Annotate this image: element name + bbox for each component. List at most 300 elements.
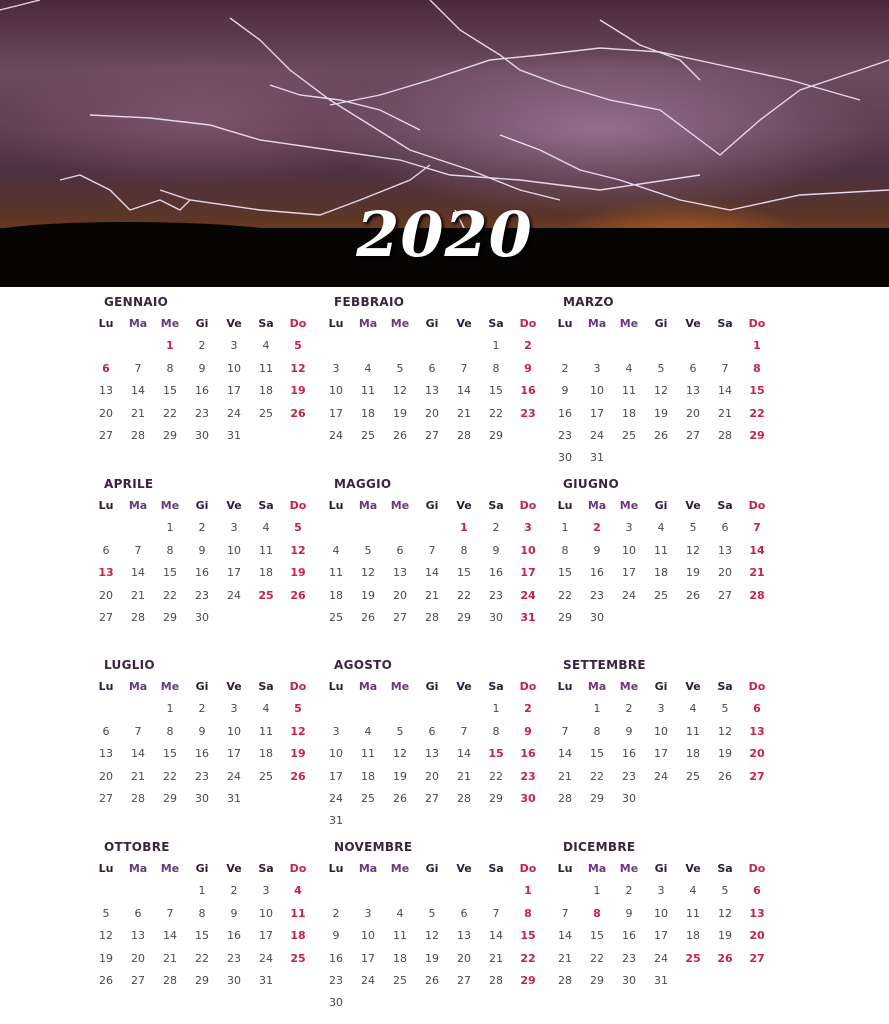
day-cell: 18 <box>290 929 306 943</box>
day-cell: 25 <box>685 951 701 965</box>
weekday-header: Ve <box>685 317 701 330</box>
day-cell: 20 <box>131 951 145 965</box>
day-cell: 8 <box>492 361 500 375</box>
day-cell: 11 <box>259 361 273 375</box>
empty-cell <box>416 336 448 358</box>
day-cell: 25 <box>654 588 668 602</box>
day-cell: 13 <box>749 906 765 920</box>
day-cell: 9 <box>524 724 532 738</box>
day-cell: 27 <box>749 769 765 783</box>
day-cell: 17 <box>654 747 668 761</box>
day-cell: 5 <box>721 702 729 716</box>
day-cell: 3 <box>230 339 238 353</box>
day-cell: 4 <box>689 884 697 898</box>
day-cell: 10 <box>520 543 536 557</box>
day-cell: 3 <box>593 361 601 375</box>
empty-cell <box>352 336 384 358</box>
day-cell: 20 <box>457 951 471 965</box>
day-cell: 6 <box>689 361 697 375</box>
day-cell: 24 <box>361 973 375 987</box>
month-marzo <box>549 294 779 471</box>
day-cell: 9 <box>492 543 500 557</box>
weekday-header: Do <box>748 317 766 330</box>
weekday-header: Gi <box>195 499 209 512</box>
day-cell: 6 <box>396 543 404 557</box>
day-cell: 7 <box>134 724 142 738</box>
day-cell: 6 <box>134 906 142 920</box>
day-cell: 14 <box>131 384 145 398</box>
day-cell: 21 <box>131 588 145 602</box>
day-cell: 20 <box>393 588 407 602</box>
empty-cell <box>352 518 384 540</box>
month-title: GIUGNO <box>563 477 619 491</box>
day-cell: 23 <box>520 406 536 420</box>
month-days-grid <box>549 859 779 993</box>
day-cell: 12 <box>654 384 668 398</box>
day-cell: 5 <box>396 724 404 738</box>
day-cell: 26 <box>654 428 668 442</box>
day-cell: 25 <box>361 791 375 805</box>
day-cell: 25 <box>329 610 343 624</box>
empty-cell <box>122 336 154 358</box>
weekday-header: Do <box>519 862 537 875</box>
day-cell: 28 <box>749 588 765 602</box>
weekday-header: Ve <box>226 317 242 330</box>
empty-cell <box>613 336 645 358</box>
day-cell: 1 <box>492 702 500 716</box>
day-cell: 29 <box>590 791 604 805</box>
day-cell: 30 <box>558 451 572 465</box>
empty-cell <box>122 699 154 721</box>
day-cell: 8 <box>166 543 174 557</box>
day-cell: 24 <box>654 769 668 783</box>
day-cell: 16 <box>489 566 503 580</box>
day-cell: 29 <box>558 610 572 624</box>
day-cell: 18 <box>259 566 273 580</box>
day-cell: 18 <box>622 406 636 420</box>
day-cell: 9 <box>198 724 206 738</box>
day-cell: 14 <box>489 929 503 943</box>
day-cell: 9 <box>593 543 601 557</box>
day-cell: 30 <box>590 610 604 624</box>
day-cell: 9 <box>198 543 206 557</box>
day-cell: 2 <box>524 339 532 353</box>
day-cell: 21 <box>749 566 765 580</box>
day-cell: 10 <box>329 384 343 398</box>
day-cell: 8 <box>753 361 761 375</box>
weekday-header: Sa <box>258 862 274 875</box>
day-cell: 30 <box>195 791 209 805</box>
weekday-header: Gi <box>654 680 668 693</box>
day-cell: 28 <box>489 973 503 987</box>
day-cell: 19 <box>393 769 407 783</box>
month-maggio <box>320 476 550 630</box>
day-cell: 23 <box>622 769 636 783</box>
weekday-header: Ma <box>358 499 378 512</box>
day-cell: 6 <box>102 724 110 738</box>
weekday-header: Do <box>289 680 307 693</box>
day-cell: 18 <box>686 747 700 761</box>
day-cell: 11 <box>393 929 407 943</box>
day-cell: 12 <box>290 361 306 375</box>
day-cell: 24 <box>329 428 343 442</box>
day-cell: 3 <box>332 361 340 375</box>
weekday-header: Sa <box>258 317 274 330</box>
day-cell: 25 <box>622 428 636 442</box>
day-cell: 30 <box>195 428 209 442</box>
day-cell: 12 <box>425 929 439 943</box>
day-cell: 29 <box>195 973 209 987</box>
month-days-grid <box>320 314 550 448</box>
day-cell: 9 <box>561 384 569 398</box>
day-cell: 2 <box>492 521 500 535</box>
day-cell: 26 <box>99 973 113 987</box>
empty-cell <box>645 336 677 358</box>
day-cell: 16 <box>195 566 209 580</box>
weekday-header: Lu <box>557 499 573 512</box>
day-cell: 12 <box>361 566 375 580</box>
day-cell: 21 <box>425 588 439 602</box>
day-cell: 4 <box>262 521 270 535</box>
day-cell: 11 <box>290 906 306 920</box>
month-days-grid <box>90 859 320 993</box>
day-cell: 10 <box>227 543 241 557</box>
day-cell: 28 <box>558 973 572 987</box>
day-cell: 27 <box>425 791 439 805</box>
month-settembre <box>549 657 779 811</box>
day-cell: 22 <box>558 588 572 602</box>
month-title: AGOSTO <box>334 658 393 672</box>
empty-cell <box>320 336 352 358</box>
day-cell: 4 <box>294 884 302 898</box>
weekday-header: Do <box>519 499 537 512</box>
day-cell: 5 <box>294 702 302 716</box>
day-cell: 28 <box>163 973 177 987</box>
day-cell: 4 <box>396 906 404 920</box>
weekday-header: Gi <box>654 499 668 512</box>
day-cell: 20 <box>749 747 765 761</box>
day-cell: 7 <box>561 724 569 738</box>
empty-cell <box>416 518 448 540</box>
day-cell: 10 <box>259 906 273 920</box>
day-cell: 17 <box>227 566 241 580</box>
day-cell: 23 <box>195 406 209 420</box>
month-days-grid <box>320 677 550 834</box>
day-cell: 21 <box>163 951 177 965</box>
day-cell: 16 <box>227 929 241 943</box>
empty-cell <box>448 336 480 358</box>
day-cell: 24 <box>227 769 241 783</box>
weekday-header: Ma <box>128 862 148 875</box>
day-cell: 8 <box>561 543 569 557</box>
empty-cell <box>122 518 154 540</box>
day-cell: 17 <box>259 929 273 943</box>
day-cell: 26 <box>361 610 375 624</box>
empty-cell <box>448 699 480 721</box>
empty-cell <box>549 699 581 721</box>
day-cell: 29 <box>520 973 536 987</box>
day-cell: 29 <box>163 428 177 442</box>
day-cell: 25 <box>258 588 274 602</box>
month-title: NOVEMBRE <box>334 840 413 854</box>
day-cell: 13 <box>131 929 145 943</box>
day-cell: 26 <box>686 588 700 602</box>
day-cell: 1 <box>198 884 206 898</box>
day-cell: 19 <box>290 384 306 398</box>
day-cell: 18 <box>686 929 700 943</box>
day-cell: 25 <box>259 406 273 420</box>
day-cell: 30 <box>227 973 241 987</box>
day-cell: 29 <box>749 428 765 442</box>
day-cell: 1 <box>166 339 174 353</box>
day-cell: 7 <box>721 361 729 375</box>
day-cell: 22 <box>520 951 536 965</box>
weekday-header: Do <box>519 317 537 330</box>
day-cell: 10 <box>654 724 668 738</box>
day-cell: 1 <box>166 702 174 716</box>
day-cell: 30 <box>489 610 503 624</box>
empty-cell <box>384 699 416 721</box>
day-cell: 2 <box>198 339 206 353</box>
weekday-header: Do <box>289 499 307 512</box>
year-title: 2020 <box>356 198 533 271</box>
day-cell: 20 <box>99 769 113 783</box>
day-cell: 20 <box>718 566 732 580</box>
day-cell: 8 <box>198 906 206 920</box>
day-cell: 2 <box>332 906 340 920</box>
day-cell: 11 <box>259 724 273 738</box>
day-cell: 17 <box>622 566 636 580</box>
day-cell: 12 <box>99 929 113 943</box>
day-cell: 19 <box>393 406 407 420</box>
weekday-header: Ma <box>128 317 148 330</box>
month-giugno <box>549 476 779 630</box>
day-cell: 11 <box>361 747 375 761</box>
weekday-header: Me <box>160 499 180 512</box>
weekday-header: Ma <box>587 499 607 512</box>
day-cell: 31 <box>227 791 241 805</box>
day-cell: 17 <box>227 384 241 398</box>
day-cell: 22 <box>749 406 765 420</box>
day-cell: 28 <box>131 791 145 805</box>
weekday-header: Lu <box>328 317 344 330</box>
weekday-header: Me <box>390 499 410 512</box>
month-luglio <box>90 657 320 811</box>
day-cell: 13 <box>393 566 407 580</box>
day-cell: 4 <box>625 361 633 375</box>
day-cell: 26 <box>393 428 407 442</box>
weekday-header: Do <box>289 862 307 875</box>
month-title: DICEMBRE <box>563 840 636 854</box>
day-cell: 5 <box>294 339 302 353</box>
weekday-header: Sa <box>488 680 504 693</box>
day-cell: 25 <box>290 951 306 965</box>
day-cell: 14 <box>718 384 732 398</box>
day-cell: 27 <box>99 791 113 805</box>
day-cell: 23 <box>590 588 604 602</box>
weekday-header: Sa <box>258 680 274 693</box>
empty-cell <box>154 881 186 903</box>
day-cell: 7 <box>561 906 569 920</box>
day-cell: 19 <box>290 566 306 580</box>
empty-cell <box>448 881 480 903</box>
day-cell: 10 <box>654 906 668 920</box>
empty-cell <box>581 336 613 358</box>
day-cell: 19 <box>686 566 700 580</box>
day-cell: 17 <box>590 406 604 420</box>
month-title: APRILE <box>104 477 154 491</box>
day-cell: 15 <box>163 747 177 761</box>
day-cell: 30 <box>329 996 343 1010</box>
day-cell: 8 <box>593 906 601 920</box>
day-cell: 7 <box>134 543 142 557</box>
weekday-header: Ve <box>685 680 701 693</box>
day-cell: 22 <box>489 406 503 420</box>
month-gennaio <box>90 294 320 448</box>
weekday-header: Me <box>619 499 639 512</box>
weekday-header: Sa <box>717 680 733 693</box>
day-cell: 13 <box>425 384 439 398</box>
day-cell: 20 <box>99 588 113 602</box>
day-cell: 3 <box>657 702 665 716</box>
day-cell: 3 <box>332 724 340 738</box>
day-cell: 15 <box>590 929 604 943</box>
day-cell: 9 <box>625 906 633 920</box>
day-cell: 1 <box>593 702 601 716</box>
day-cell: 11 <box>622 384 636 398</box>
weekday-header: Ma <box>128 499 148 512</box>
day-cell: 15 <box>163 566 177 580</box>
month-title: FEBBRAIO <box>334 295 405 309</box>
weekday-header: Ve <box>456 680 472 693</box>
weekday-header: Gi <box>425 499 439 512</box>
empty-cell <box>709 336 741 358</box>
day-cell: 3 <box>230 702 238 716</box>
day-cell: 8 <box>593 724 601 738</box>
weekday-header: Ve <box>456 317 472 330</box>
day-cell: 17 <box>361 951 375 965</box>
day-cell: 15 <box>457 566 471 580</box>
day-cell: 5 <box>294 521 302 535</box>
day-cell: 21 <box>457 769 471 783</box>
day-cell: 13 <box>98 566 114 580</box>
day-cell: 2 <box>198 521 206 535</box>
weekday-header: Ma <box>128 680 148 693</box>
day-cell: 17 <box>654 929 668 943</box>
day-cell: 13 <box>749 724 765 738</box>
weekday-header: Sa <box>717 317 733 330</box>
day-cell: 6 <box>721 521 729 535</box>
day-cell: 23 <box>520 769 536 783</box>
day-cell: 7 <box>428 543 436 557</box>
day-cell: 31 <box>259 973 273 987</box>
day-cell: 31 <box>654 973 668 987</box>
day-cell: 14 <box>425 566 439 580</box>
month-title: OTTOBRE <box>104 840 170 854</box>
day-cell: 29 <box>489 428 503 442</box>
day-cell: 5 <box>721 884 729 898</box>
weekday-header: Me <box>160 862 180 875</box>
day-cell: 16 <box>520 747 536 761</box>
day-cell: 11 <box>654 543 668 557</box>
day-cell: 18 <box>361 769 375 783</box>
month-title: SETTEMBRE <box>563 658 646 672</box>
day-cell: 15 <box>590 747 604 761</box>
month-title: MAGGIO <box>334 477 392 491</box>
day-cell: 24 <box>227 588 241 602</box>
empty-cell <box>677 336 709 358</box>
day-cell: 12 <box>393 384 407 398</box>
weekday-header: Ve <box>226 680 242 693</box>
day-cell: 4 <box>689 702 697 716</box>
day-cell: 28 <box>457 791 471 805</box>
weekday-header: Sa <box>717 499 733 512</box>
day-cell: 9 <box>332 929 340 943</box>
day-cell: 26 <box>717 951 733 965</box>
day-cell: 25 <box>361 428 375 442</box>
day-cell: 11 <box>686 906 700 920</box>
day-cell: 1 <box>166 521 174 535</box>
day-cell: 26 <box>290 769 306 783</box>
day-cell: 24 <box>590 428 604 442</box>
day-cell: 28 <box>425 610 439 624</box>
day-cell: 24 <box>622 588 636 602</box>
day-cell: 4 <box>364 361 372 375</box>
day-cell: 7 <box>460 361 468 375</box>
weekday-header: Lu <box>557 862 573 875</box>
day-cell: 3 <box>230 521 238 535</box>
empty-cell <box>90 518 122 540</box>
empty-cell <box>352 699 384 721</box>
day-cell: 15 <box>749 384 765 398</box>
weekday-header: Ma <box>358 680 378 693</box>
weekday-header: Ve <box>456 499 472 512</box>
day-cell: 5 <box>428 906 436 920</box>
day-cell: 10 <box>361 929 375 943</box>
empty-cell <box>320 881 352 903</box>
weekday-header: Sa <box>488 317 504 330</box>
day-cell: 11 <box>361 384 375 398</box>
day-cell: 20 <box>425 406 439 420</box>
day-cell: 6 <box>428 724 436 738</box>
day-cell: 16 <box>590 566 604 580</box>
day-cell: 2 <box>524 702 532 716</box>
day-cell: 14 <box>558 929 572 943</box>
month-febbraio <box>320 294 550 448</box>
day-cell: 5 <box>102 906 110 920</box>
weekday-header: Sa <box>488 499 504 512</box>
day-cell: 13 <box>99 384 113 398</box>
day-cell: 2 <box>593 521 601 535</box>
day-cell: 4 <box>332 543 340 557</box>
day-cell: 15 <box>489 384 503 398</box>
day-cell: 29 <box>163 791 177 805</box>
weekday-header: Do <box>748 862 766 875</box>
weekday-header: Lu <box>98 499 114 512</box>
day-cell: 11 <box>329 566 343 580</box>
day-cell: 15 <box>195 929 209 943</box>
day-cell: 9 <box>230 906 238 920</box>
weekday-header: Me <box>160 317 180 330</box>
weekday-header: Ve <box>226 499 242 512</box>
weekday-header: Ma <box>587 680 607 693</box>
day-cell: 18 <box>259 384 273 398</box>
day-cell: 30 <box>622 973 636 987</box>
day-cell: 1 <box>524 884 532 898</box>
day-cell: 30 <box>622 791 636 805</box>
day-cell: 22 <box>163 406 177 420</box>
day-cell: 14 <box>163 929 177 943</box>
